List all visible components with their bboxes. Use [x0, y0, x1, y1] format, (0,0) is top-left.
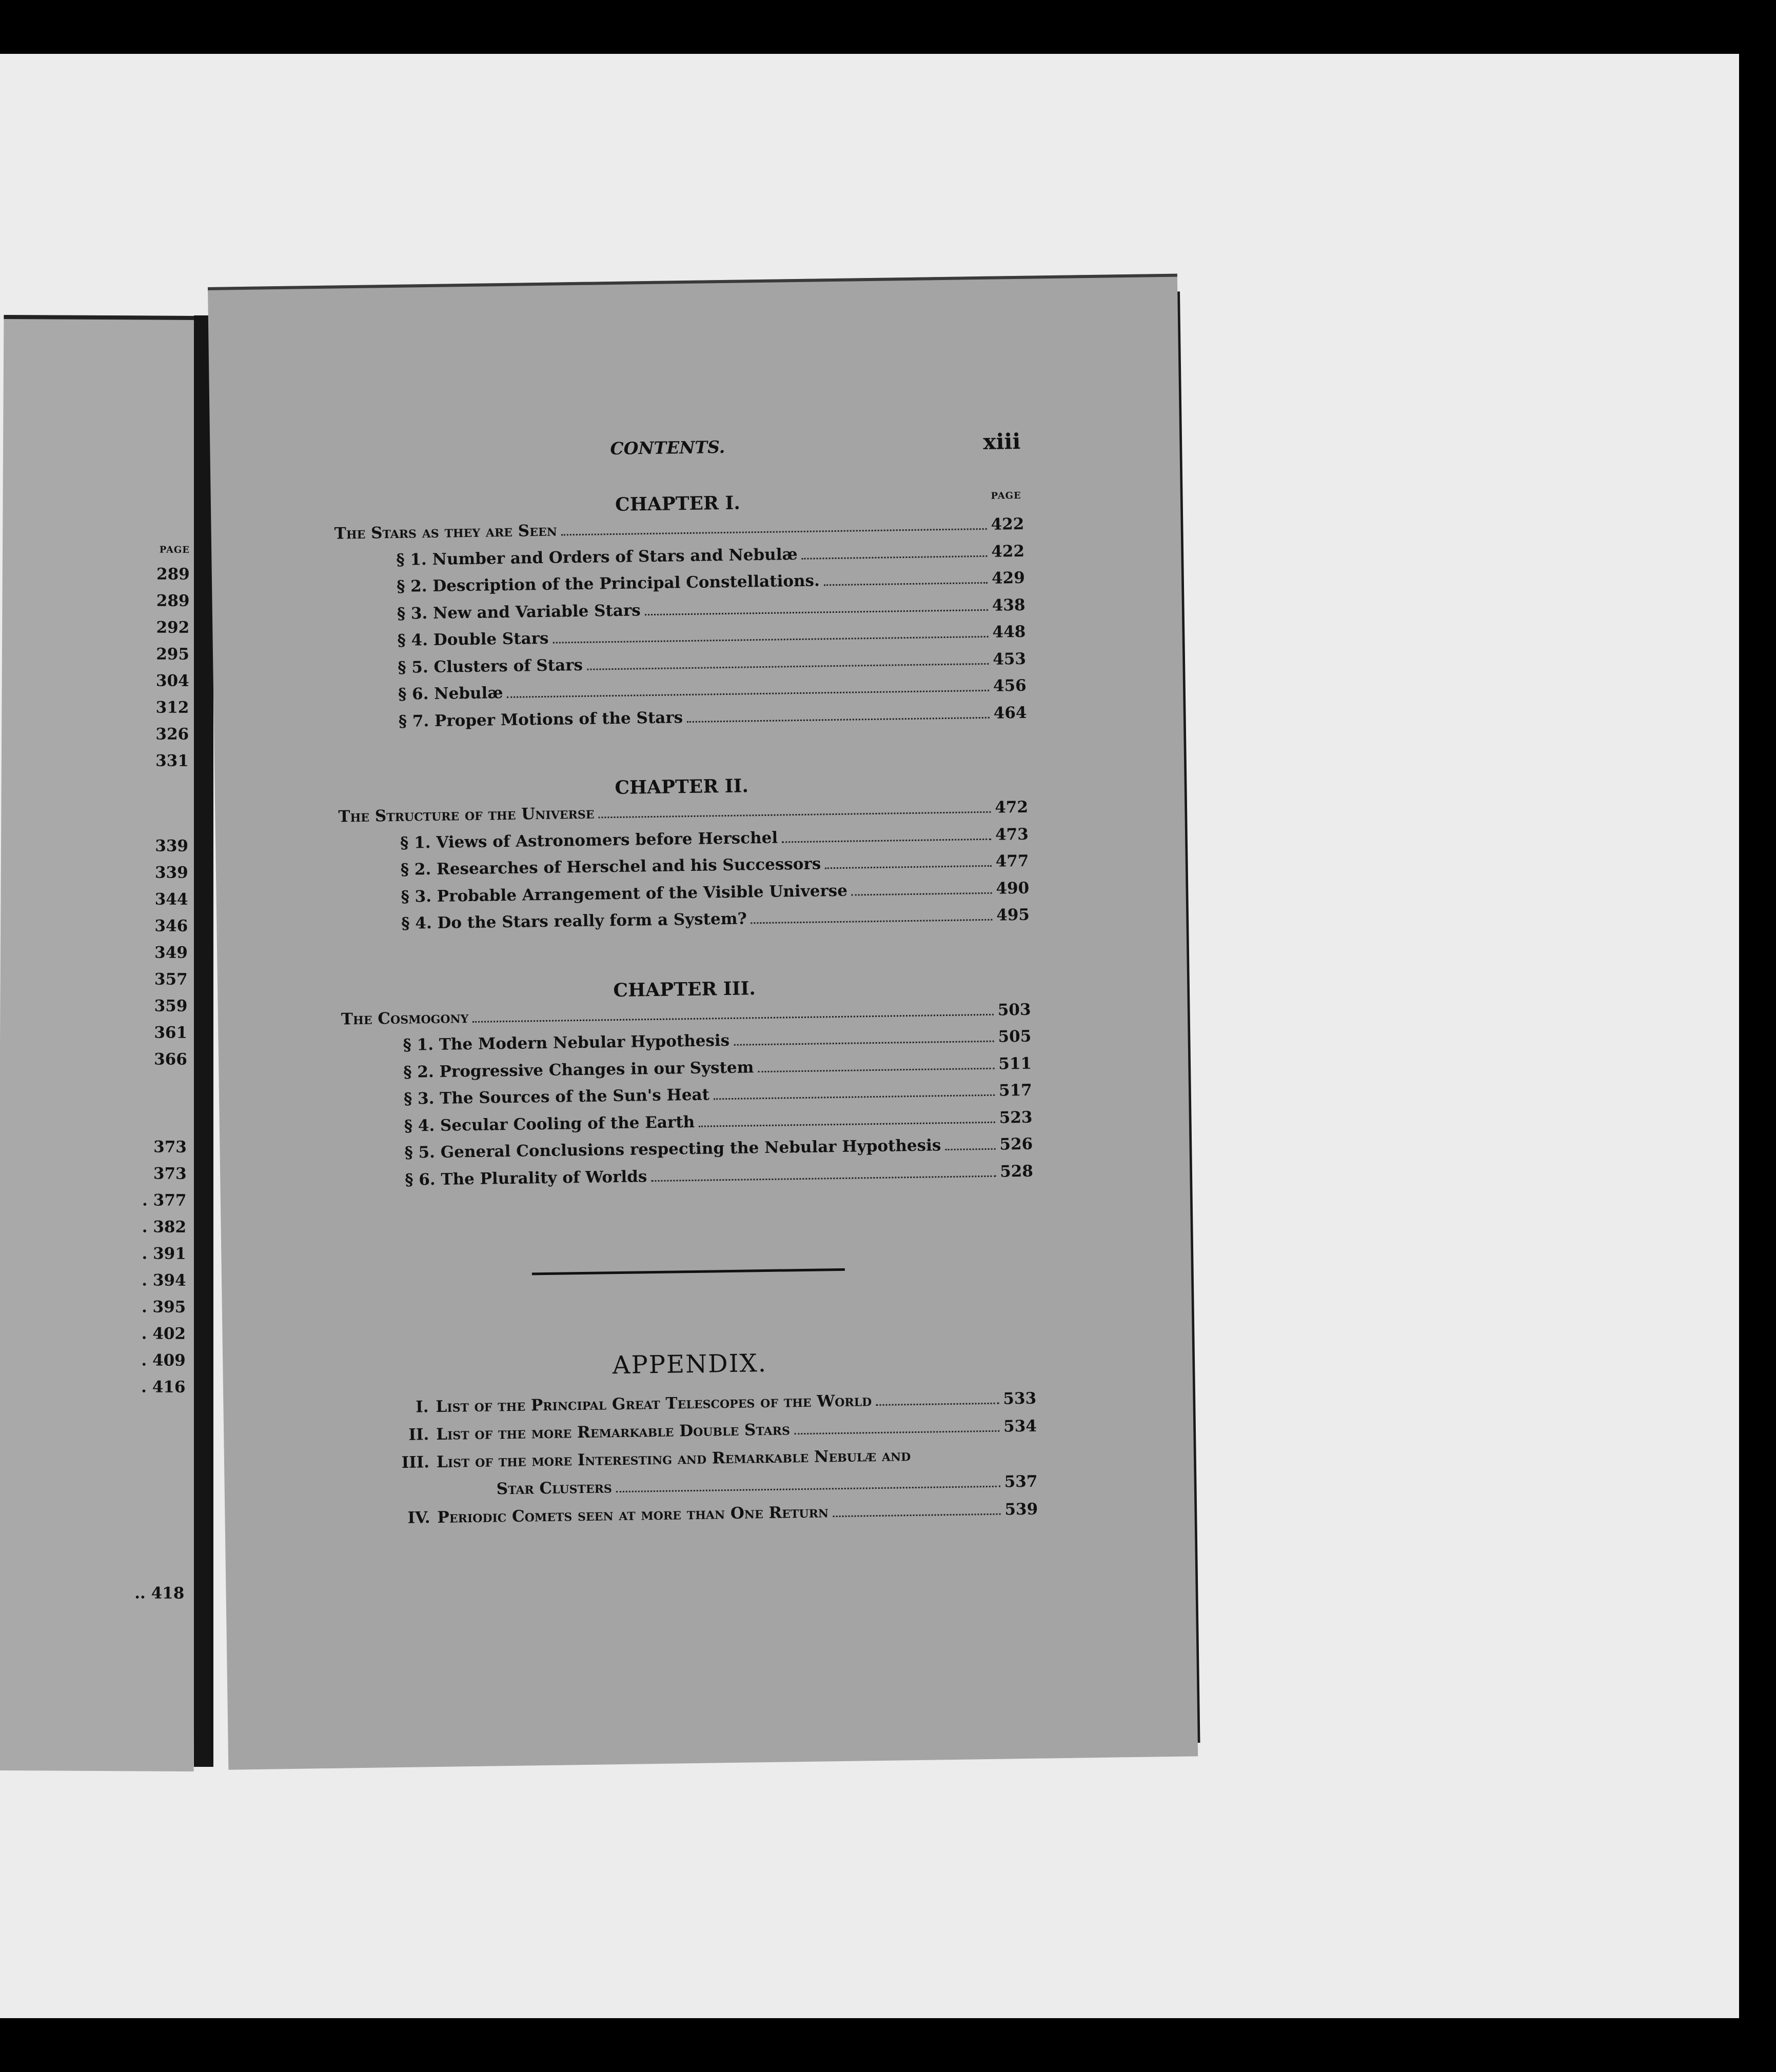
appendix-entry-page: 534: [1003, 1417, 1037, 1436]
toc-entry-title: The Cosmogony: [341, 1008, 469, 1029]
toc-entry-page: 464: [993, 703, 1027, 723]
left-page-number: . 391: [142, 1244, 186, 1263]
leader-dots: [699, 1121, 995, 1127]
left-page-number: 331: [155, 751, 189, 770]
left-page-number: .. 418: [134, 1584, 185, 1603]
toc-entry-title: § 6. The Plurality of Worlds: [405, 1167, 647, 1189]
appendix-heading: APPENDIX.: [612, 1348, 767, 1380]
horizontal-rule: [532, 1268, 845, 1276]
chapter-heading: [338, 771, 1025, 803]
toc-entry-title: § 4. Double Stars: [397, 629, 549, 650]
leader-dots: [852, 892, 992, 895]
toc-entry-page: 472: [995, 798, 1029, 817]
leader-dots: [802, 555, 988, 559]
left-page-number: . 394: [142, 1271, 186, 1290]
leader-dots: [833, 1513, 1001, 1518]
left-page-number: . 395: [141, 1298, 186, 1317]
toc-entry-title: § 1. The Modern Nebular Hypothesis: [403, 1031, 730, 1054]
leader-dots: [587, 663, 989, 670]
toc-entry-page: 422: [991, 514, 1024, 534]
toc-entry-title: The Stars as they are Seen: [334, 521, 558, 543]
appendix-entry-title: List of the Principal Great Telescopes of the World: [436, 1391, 872, 1417]
appendix-entry-title: Periodic Comets seen at more than One Return: [437, 1503, 829, 1527]
toc-entry-page: 505: [998, 1027, 1032, 1046]
left-page-number: 326: [155, 725, 189, 744]
leader-dots: [651, 1175, 996, 1181]
left-page-number: 289: [156, 591, 190, 610]
left-page-heading: PAGE: [159, 544, 190, 555]
running-head-page-number: xiii: [983, 428, 1021, 454]
left-page-number: 304: [155, 671, 189, 690]
toc-entry-page: 526: [999, 1134, 1033, 1154]
chapter-title: CHAPTER III.: [613, 977, 756, 1001]
chapter-title: CHAPTER II.: [615, 775, 749, 799]
leader-dots: [751, 919, 993, 924]
left-page-numbers: [132, 320, 202, 1771]
leader-dots: [687, 716, 990, 722]
left-page-number: 361: [154, 1023, 188, 1042]
toc-entry-page: 490: [996, 879, 1030, 898]
chapter-title: CHAPTER I.: [615, 492, 741, 515]
toc-entry-page: 429: [991, 568, 1025, 588]
toc-entry-title: § 5. Clusters of Stars: [398, 655, 583, 677]
appendix-entry-number: IV.: [407, 1508, 430, 1527]
appendix-entry-number: III.: [401, 1453, 430, 1472]
appendix-entry-page: 533: [1003, 1389, 1037, 1408]
leader-dots: [782, 838, 991, 843]
chapter-heading: [341, 973, 1028, 1005]
appendix-entry-title: List of the more Remarkable Double Stars: [436, 1420, 791, 1444]
leader-dots: [561, 528, 987, 536]
toc-entry-title: § 3. New and Variable Stars: [397, 601, 641, 623]
toc-entry-page: 523: [999, 1108, 1033, 1127]
toc-entry-page: 473: [995, 825, 1029, 844]
leader-dots: [794, 1430, 999, 1435]
toc-entry-page: 448: [992, 622, 1026, 642]
spacer: [911, 1459, 1035, 1461]
toc-entry-title: § 7. Proper Motions of the Stars: [398, 708, 683, 731]
leader-dots: [824, 582, 988, 586]
contents-page: [333, 428, 1038, 1538]
toc-entry-page: 453: [993, 649, 1027, 669]
appendix-entry-page: 537: [1004, 1472, 1038, 1491]
toc-entry-page: 517: [998, 1081, 1032, 1100]
toc-entry-title: The Structure of the Universe: [338, 804, 595, 826]
left-page-number: . 402: [141, 1324, 186, 1343]
chapter-heading: [334, 488, 1021, 520]
right-page: [208, 274, 1198, 1770]
left-page-number: 295: [156, 645, 190, 664]
left-page-number: 339: [154, 863, 188, 882]
leader-dots: [472, 1013, 994, 1022]
toc-entry-title: § 1. Views of Astronomers before Herschel: [400, 828, 778, 852]
toc-entry-title: § 1. Number and Orders of Stars and Nebulæ: [396, 545, 798, 569]
toc-entry-title: § 2. Progressive Changes in our System: [403, 1058, 754, 1082]
book-spine: [194, 315, 213, 1767]
left-page-number: 357: [154, 970, 188, 989]
toc-entry-page: 477: [995, 851, 1029, 871]
appendix-entry-page: 539: [1004, 1500, 1038, 1519]
leader-dots: [553, 636, 989, 644]
left-page-number: 312: [155, 698, 189, 717]
page-column-label: PAGE: [991, 490, 1021, 502]
appendix-entry-title-continued: Star Clusters: [496, 1478, 613, 1499]
toc-entry-page: 528: [999, 1162, 1034, 1181]
left-page-number: 289: [156, 565, 190, 584]
left-page-number: 292: [156, 618, 190, 637]
left-page: [0, 315, 201, 1771]
leader-dots: [734, 1041, 994, 1046]
toc-entry-page: 495: [996, 905, 1030, 925]
left-page-number: . 409: [141, 1351, 186, 1370]
left-page-number: 359: [154, 997, 188, 1015]
toc-entry-title: § 6. Nebulæ: [398, 684, 503, 704]
left-page-number: 373: [153, 1164, 187, 1183]
toc-entry-page: 456: [993, 676, 1027, 695]
toc-entry-title: § 4. Do the Stars really form a System?: [401, 909, 747, 933]
leader-dots: [714, 1094, 995, 1100]
left-page-number: 346: [154, 917, 188, 935]
toc-entry-title: § 5. General Conclusions respecting the Nebular Hypothesis: [404, 1136, 941, 1162]
leader-dots: [945, 1148, 995, 1150]
toc-entry-title: § 2. Description of the Principal Constellations.: [396, 571, 820, 596]
leader-dots: [645, 609, 988, 615]
leader-dots: [599, 811, 991, 819]
leader-dots: [616, 1486, 1000, 1492]
running-head-title: CONTENTS.: [610, 436, 725, 459]
toc-entry-page: 503: [997, 1000, 1031, 1020]
leader-dots: [758, 1067, 994, 1072]
toc-entry-title: § 2. Researches of Herschel and his Successors: [400, 854, 821, 879]
leader-dots: [507, 690, 990, 698]
toc-entry-title: § 3. Probable Arrangement of the Visible Universe: [401, 881, 848, 906]
running-head: [333, 428, 1021, 473]
toc-entry-title: § 4. Secular Cooling of the Earth: [404, 1112, 695, 1135]
left-page-number: 349: [154, 943, 188, 962]
toc-entry-title: § 3. The Sources of the Sun's Heat: [403, 1085, 710, 1108]
appendix-entry-number: II.: [408, 1425, 429, 1444]
left-page-number: 344: [154, 890, 188, 909]
left-page-number: . 382: [142, 1218, 187, 1237]
toc-entry-page: 422: [991, 542, 1025, 561]
leader-dots: [876, 1403, 999, 1406]
appendix-entry-number: I.: [415, 1398, 429, 1417]
left-page-number: 366: [154, 1050, 187, 1069]
left-page-number: 339: [155, 836, 189, 855]
appendix-entry-title: List of the more Interesting and Remarkable Nebulæ and: [436, 1446, 911, 1471]
left-page-number: . 416: [141, 1378, 186, 1397]
leader-dots: [825, 865, 992, 869]
toc-entry-page: 438: [992, 595, 1025, 615]
left-page-number: . 377: [142, 1191, 187, 1210]
left-page-number: 373: [153, 1138, 187, 1157]
toc-entry-page: 511: [998, 1054, 1032, 1073]
